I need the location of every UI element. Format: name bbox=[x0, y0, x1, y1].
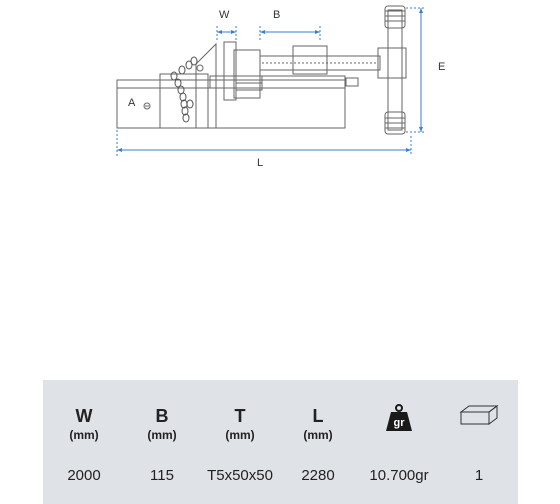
spec-value-l: 2280 bbox=[301, 467, 335, 484]
fixed-jaw bbox=[196, 44, 216, 128]
spec-value-b: 115 bbox=[150, 467, 174, 484]
spec-col-w bbox=[45, 380, 123, 504]
weight-icon bbox=[360, 404, 438, 432]
dim-label-b: B bbox=[273, 9, 281, 21]
jaw-bolt bbox=[197, 65, 203, 71]
vise-technical-drawing bbox=[0, 0, 560, 230]
base-rail bbox=[117, 80, 345, 128]
dim-label-w: W bbox=[219, 9, 230, 21]
spec-col-l bbox=[279, 380, 357, 504]
spec-col-t bbox=[201, 380, 279, 504]
spec-value-t: T5x50x50 bbox=[207, 467, 273, 484]
spec-header-l: L bbox=[312, 406, 324, 426]
spec-value-w: 2000 bbox=[67, 467, 101, 484]
dim-label-a: A bbox=[128, 97, 136, 109]
dim-label-l: L bbox=[257, 157, 264, 169]
spec-col-quantity bbox=[440, 380, 518, 504]
spec-header-b: B bbox=[155, 406, 169, 426]
spec-value-quantity: 1 bbox=[474, 467, 484, 484]
spec-value-weight: 10.700gr bbox=[369, 467, 429, 484]
spec-header-t: T bbox=[234, 406, 246, 426]
dim-label-e: E bbox=[438, 61, 446, 73]
spec-unit-t: (mm) bbox=[225, 428, 255, 442]
spec-table bbox=[43, 380, 518, 504]
rail-step bbox=[210, 76, 345, 88]
box-icon bbox=[440, 404, 518, 426]
dimension-lines bbox=[117, 8, 425, 156]
chain bbox=[171, 57, 197, 122]
spec-unit-l: (mm) bbox=[303, 428, 333, 442]
spec-col-b bbox=[123, 380, 201, 504]
spec-col-weight bbox=[360, 380, 438, 504]
spec-unit-b: (mm) bbox=[147, 428, 177, 442]
spec-unit-w: (mm) bbox=[69, 428, 99, 442]
spec-header-w: W bbox=[75, 406, 93, 426]
weight-icon-text: gr bbox=[393, 417, 405, 429]
